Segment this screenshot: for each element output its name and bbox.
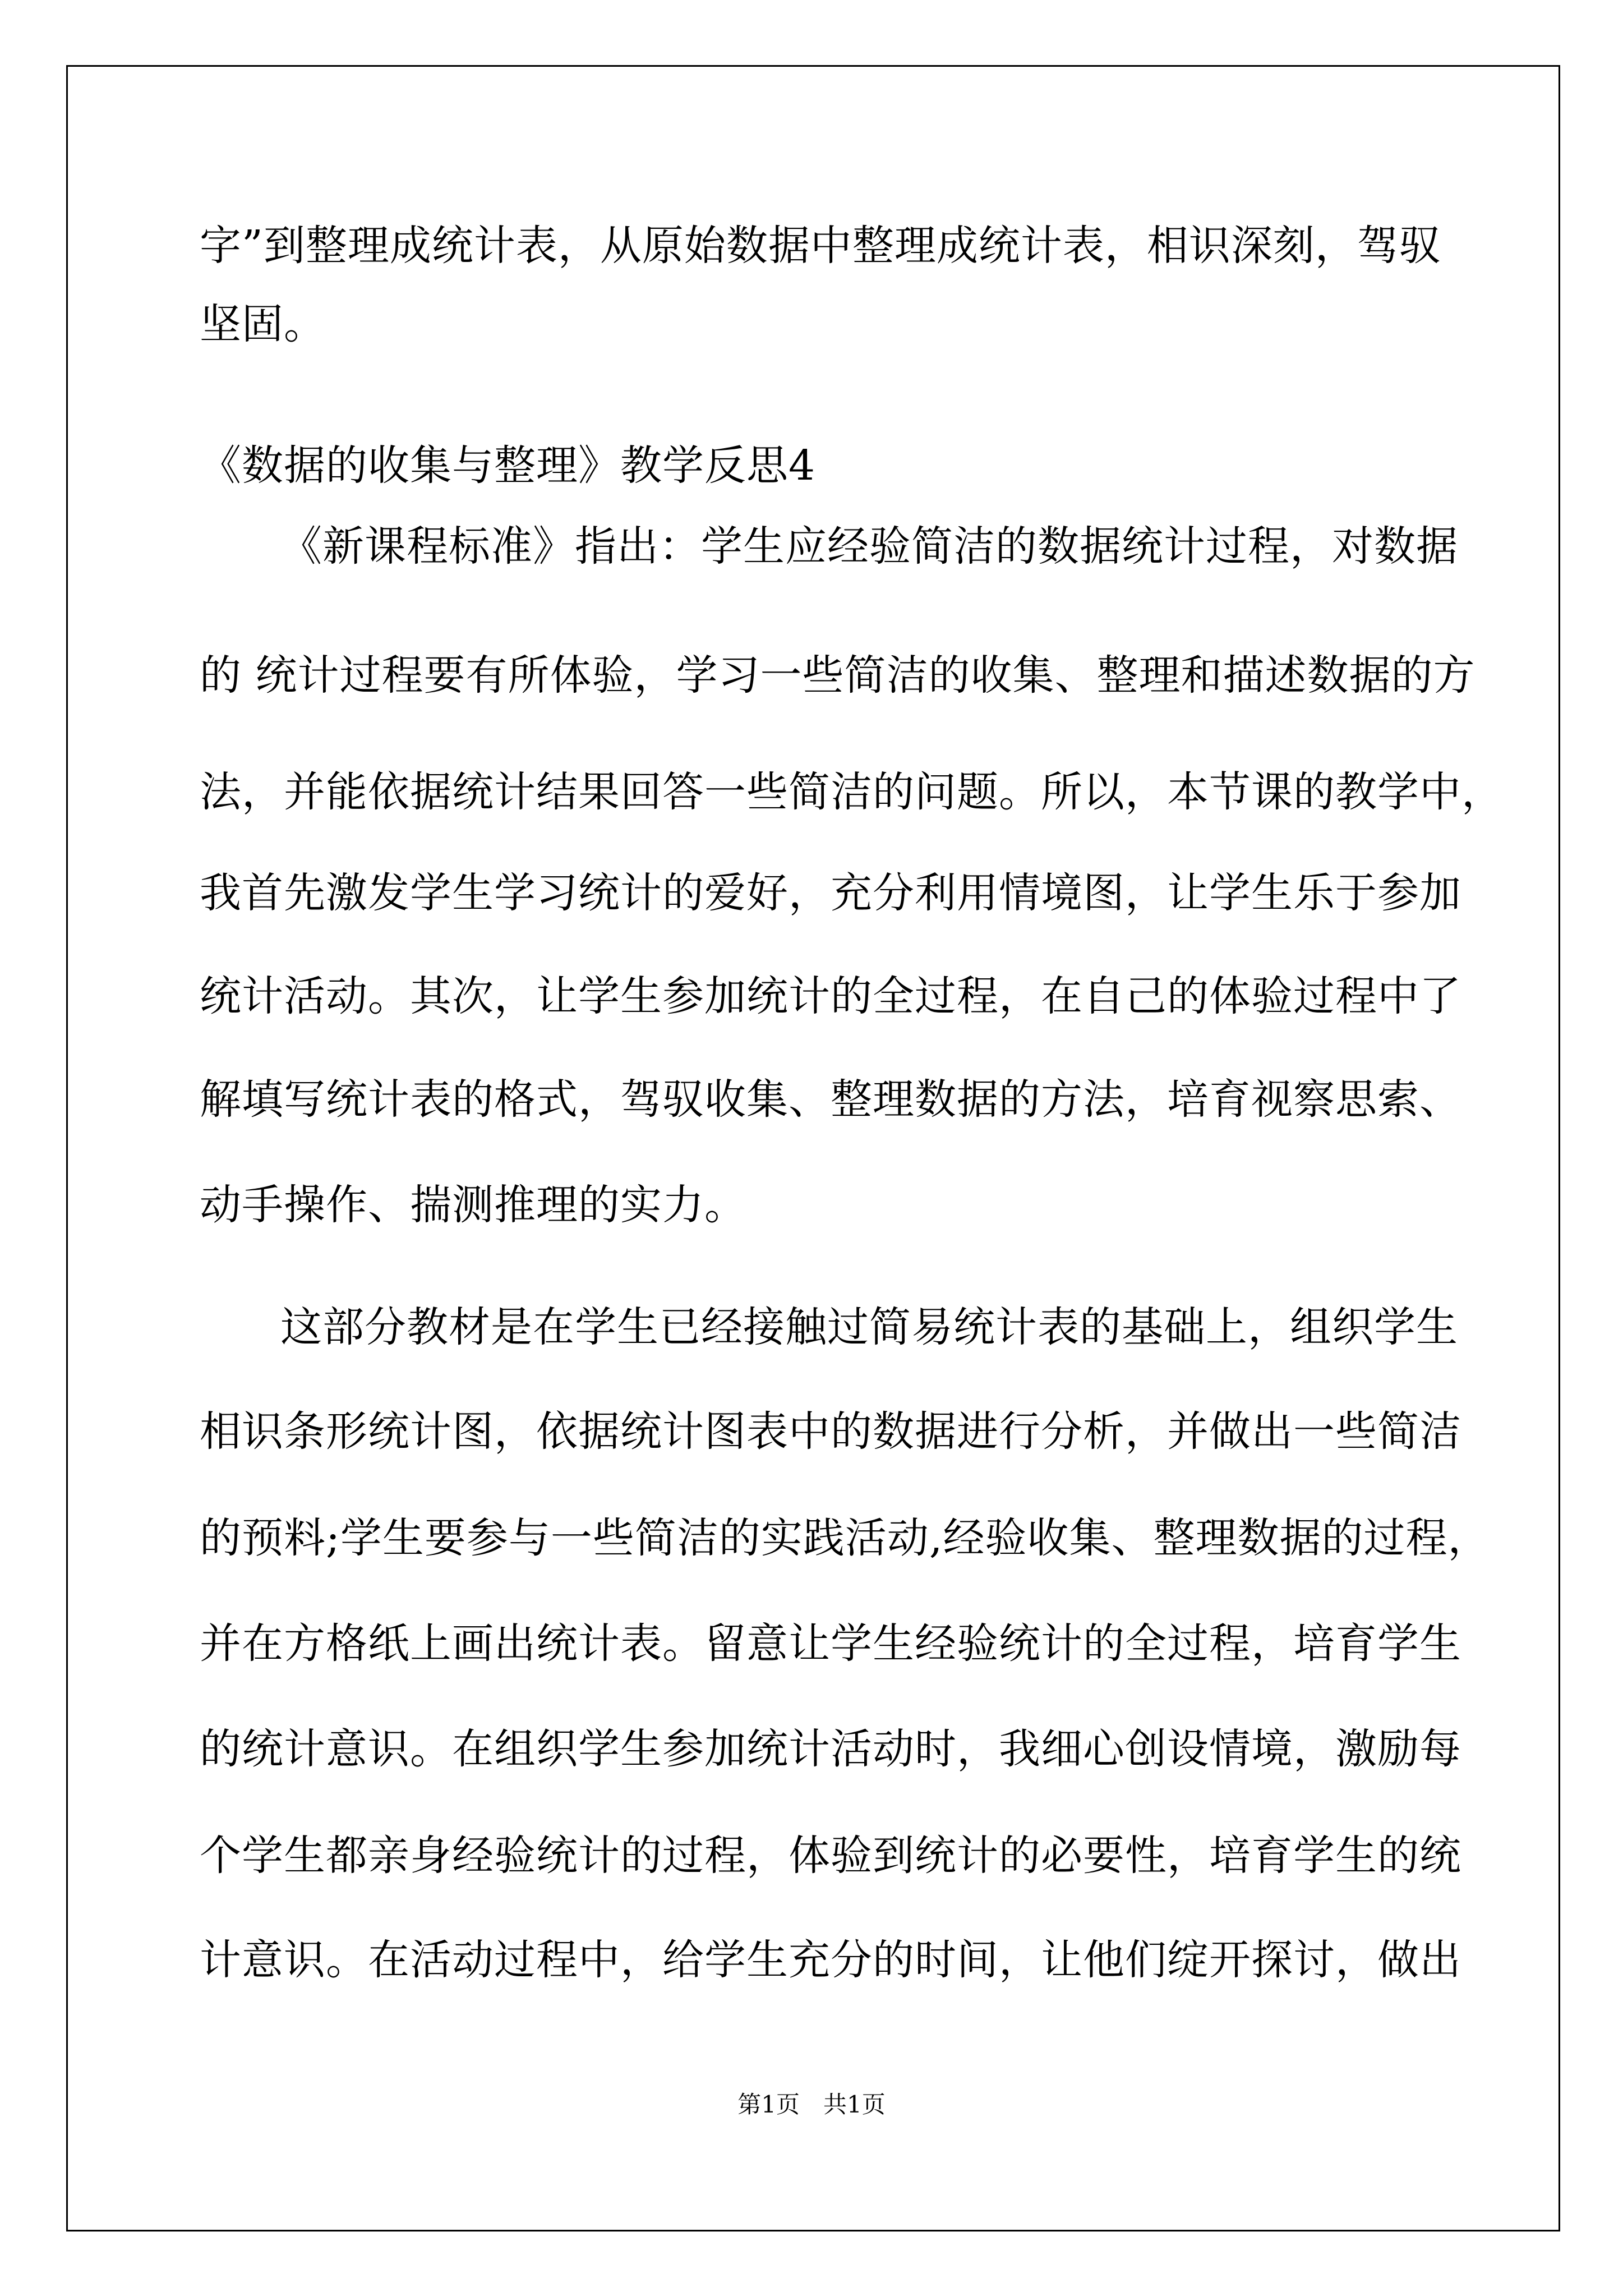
paragraph-start: 《新课程标准》指出：学生应经验简洁的数据统计过程，对数据 — [280, 522, 1458, 570]
text-line: 我首先激发学生学习统计的爱好，充分利用情境图，让学生乐于参加 — [200, 869, 1461, 917]
text-line: 法，并能依据统计结果回答一些简洁的问题。所以，本节课的教学中， — [200, 768, 1504, 816]
text-line: 的统计意识。在组织学生参加统计活动时，我细心创设情境，激励每 — [200, 1725, 1461, 1773]
paragraph-start: 这部分教材是在学生已经接触过简易统计表的基础上，组织学生 — [280, 1303, 1458, 1351]
text-line: 的 统计过程要有所体验，学习一些简洁的收集、整理和描述数据的方 — [200, 651, 1476, 700]
section-heading: 《数据的收集与整理》教学反思4 — [200, 441, 816, 490]
text-line: 字”到整理成统计表，从原始数据中整理成统计表，相识深刻，驾驭 — [200, 222, 1441, 270]
text-line: 解填写统计表的格式，驾驭收集、整理数据的方法，培育视察思索、 — [200, 1075, 1461, 1124]
text-line: 的预料;学生要参与一些简洁的实践活动,经验收集、整理数据的过程， — [200, 1514, 1490, 1562]
text-line: 并在方格纸上画出统计表。留意让学生经验统计的全过程，培育学生 — [200, 1619, 1461, 1668]
text-line: 计意识。在活动过程中，给学生充分的时间，让他们绽开探讨，做出 — [200, 1936, 1461, 1984]
text-line: 动手操作、揣测推理的实力。 — [200, 1181, 746, 1229]
page-border — [66, 65, 1560, 2231]
text-line: 相识条形统计图，依据统计图表中的数据进行分析，并做出一些简洁 — [200, 1407, 1461, 1456]
page-number: 第1页 共1页 — [737, 2091, 886, 2118]
text-line: 统计活动。其次，让学生参加统计的全过程，在自己的体验过程中了 — [200, 972, 1461, 1020]
text-line: 坚固。 — [200, 300, 326, 348]
text-line: 个学生都亲身经验统计的过程，体验到统计的必要性，培育学生的统 — [200, 1832, 1461, 1880]
